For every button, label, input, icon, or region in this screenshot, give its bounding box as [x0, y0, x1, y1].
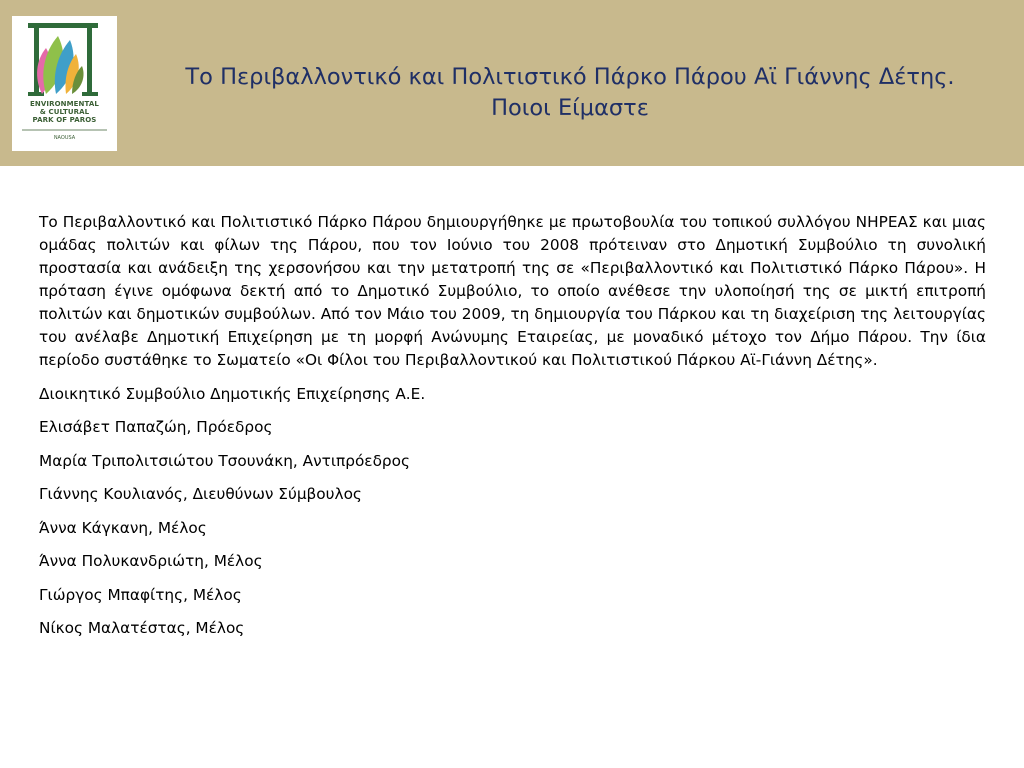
intro-paragraph: Το Περιβαλλοντικό και Πολιτιστικό Πάρκο Πάρου δημιουργήθηκε με πρωτοβουλία του τοπικού συλλόγου ΝΗΡΕΑΣ και μιας ομάδας πολιτών και φίλων της Πάρου, που τον Ιούνιο του 2008 πρότειναν στο Δημοτική Συμβούλιο τη συνολική προστασία και ανάδειξη της χερσονήσου και την μετατροπή της σε «Περιβαλλοντικό και Πολιτιστικό Πάρκο Πάρου». Η πρόταση έγινε ομόφωνα δεκτή από το Δημοτικό Συμβούλιο, το οποίο ανέθεσε την υλοποίησή της σε μικτή επιτροπή πολιτών και δημοτικών συμβούλων. Από τον Μάιο του 2009, τη δημιουργία του Πάρκου και τη διαχείριση της λειτουργίας του ανέλαβε Δημοτική Επιχείρηση με τη μορφή Ανώνυμης Εταιρείας, με μοναδικό μέτοχο τον Δήμο Πάρου. Την ίδια περίοδο συστάθηκε το Σωματείο «Οι Φίλοι του Περιβαλλοντικού και Πολιτιστικού Πάρκου Αϊ-Γιάννη Δέτης». [39, 213, 986, 369]
member-item: Άννα Κάγκανη, Μέλος [39, 518, 207, 537]
park-logo [12, 16, 117, 151]
logo-subtext: NAOUSA [53, 135, 76, 141]
member-item: Γιώργος Μπαφίτης, Μέλος [39, 585, 242, 604]
member-item: Ελισάβετ Παπαζώη, Πρόεδρος [39, 418, 273, 436]
member-item: Μαρία Τριπολιτσιώτου Τσουνάκη, Αντιπρόεδρος [39, 451, 410, 470]
member-item: Νίκος Μαλατέστας, Μέλος [39, 619, 245, 637]
logo-text-line3: PARK OF PAROS [32, 116, 97, 124]
logo-text-line1: ENVIRONMENTAL [30, 100, 99, 108]
logo-divider [12, 128, 117, 132]
member-item: Άννα Πολυκανδριώτη, Μέλος [39, 552, 263, 570]
title-line-1: Το Περιβαλλοντικό και Πολιτιστικό Πάρκο Πάρου Αϊ Γιάννης Δέτης. [185, 64, 955, 90]
title-line-2: Ποιοι Είμαστε [491, 95, 649, 121]
page-title [150, 62, 990, 124]
member-item: Γιάννης Κουλιανός, Διευθύνων Σύμβουλος [39, 485, 362, 503]
main-content [39, 211, 986, 640]
header-band [0, 0, 1024, 166]
logo-text-line2: & CULTURAL [39, 108, 90, 116]
board-heading: Διοικητικό Συμβούλιο Δημοτικής Επιχείρησης Α.Ε. [39, 384, 426, 403]
